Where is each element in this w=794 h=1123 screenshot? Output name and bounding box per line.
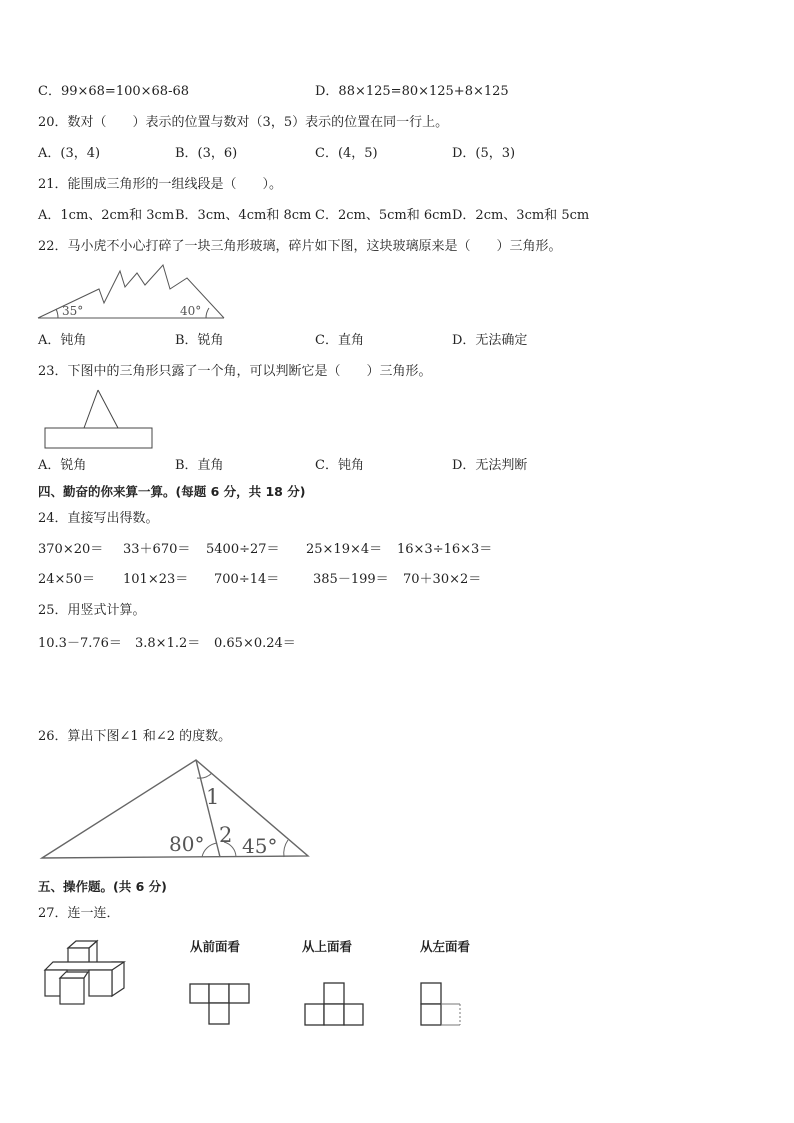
view-top-label: 从上面看 [302,939,353,954]
q24-item: 5400÷27＝ [206,542,280,557]
section5-title: 五、操作题。(共 6 分) [38,879,167,894]
q19-option-d: D．88×125=80×125+8×125 [315,84,509,99]
q24-stem: 24．直接写出得数。 [38,511,159,526]
q22-option-a: A．钝角 [38,333,87,348]
q22-option-c: C．直角 [315,333,364,348]
q23-stem: 23．下图中的三角形只露了一个角，可以判断它是（ ）三角形。 [38,364,432,379]
q25-item: 10.3－7.76＝ [38,636,122,651]
section4-title: 四、勤奋的你来算一算。(每题 6 分，共 18 分) [38,484,306,499]
q21-option-a: A．1cm、2cm和 3cm [38,208,175,223]
q21-option-c: C．2cm、5cm和 6cm [315,208,452,223]
q26-angle2-label: 2 [219,823,233,847]
q24-item: 101×23＝ [123,572,189,587]
q20-stem: 20．数对（ ）表示的位置与数对（3，5）表示的位置在同一行上。 [38,115,449,130]
q21-option-b: B．3cm、4cm和 8cm [175,208,312,223]
q26-angle80-label: 80° [169,832,205,856]
q24-item: 700÷14＝ [214,572,280,587]
q26-angle1-label: 1 [206,785,220,809]
q24-item: 33＋670＝ [123,542,191,557]
q22-angle-right-label: 40° [180,304,202,318]
q19-option-c: C．99×68=100×68-68 [38,84,189,99]
q25-stem: 25．用竖式计算。 [38,603,146,618]
q26-stem: 26．算出下图∠1 和∠2 的度数。 [38,729,232,744]
q22-option-b: B．锐角 [175,333,224,348]
q21-option-d: D．2cm、3cm和 5cm [452,208,590,223]
q24-item: 25×19×4＝ [306,542,383,557]
q24-item: 370×20＝ [38,542,104,557]
q20-option-a: A．(3，4) [38,146,101,161]
q20-option-b: B．(3，6) [175,146,238,161]
q21-stem: 21．能围成三角形的一组线段是（ ）。 [38,177,283,192]
view-left-label: 从左面看 [420,939,471,954]
q23-option-b: B．直角 [175,458,224,473]
q27-stem: 27．连一连． [38,906,120,921]
q24-item: 70＋30×2＝ [403,572,482,587]
q24-item: 16×3÷16×3＝ [397,542,493,557]
q26-angle45-label: 45° [242,834,278,858]
q24-item: 385－199＝ [313,572,389,587]
q23-option-a: A．锐角 [38,458,87,473]
q20-option-c: C．(4，5) [315,146,378,161]
q25-item: 3.8×1.2＝ [135,636,201,651]
q22-angle-left-label: 35° [62,304,84,318]
q22-stem: 22．马小虎不小心打碎了一块三角形玻璃，碎片如下图，这块玻璃原来是（ ）三角形。 [38,239,562,254]
view-front-label: 从前面看 [190,939,241,954]
q23-option-d: D．无法判断 [452,458,528,473]
q24-item: 24×50＝ [38,572,95,587]
q25-item: 0.65×0.24＝ [214,636,296,651]
q22-option-d: D．无法确定 [452,333,528,348]
q23-option-c: C．钝角 [315,458,364,473]
q20-option-d: D．(5，3) [452,146,516,161]
